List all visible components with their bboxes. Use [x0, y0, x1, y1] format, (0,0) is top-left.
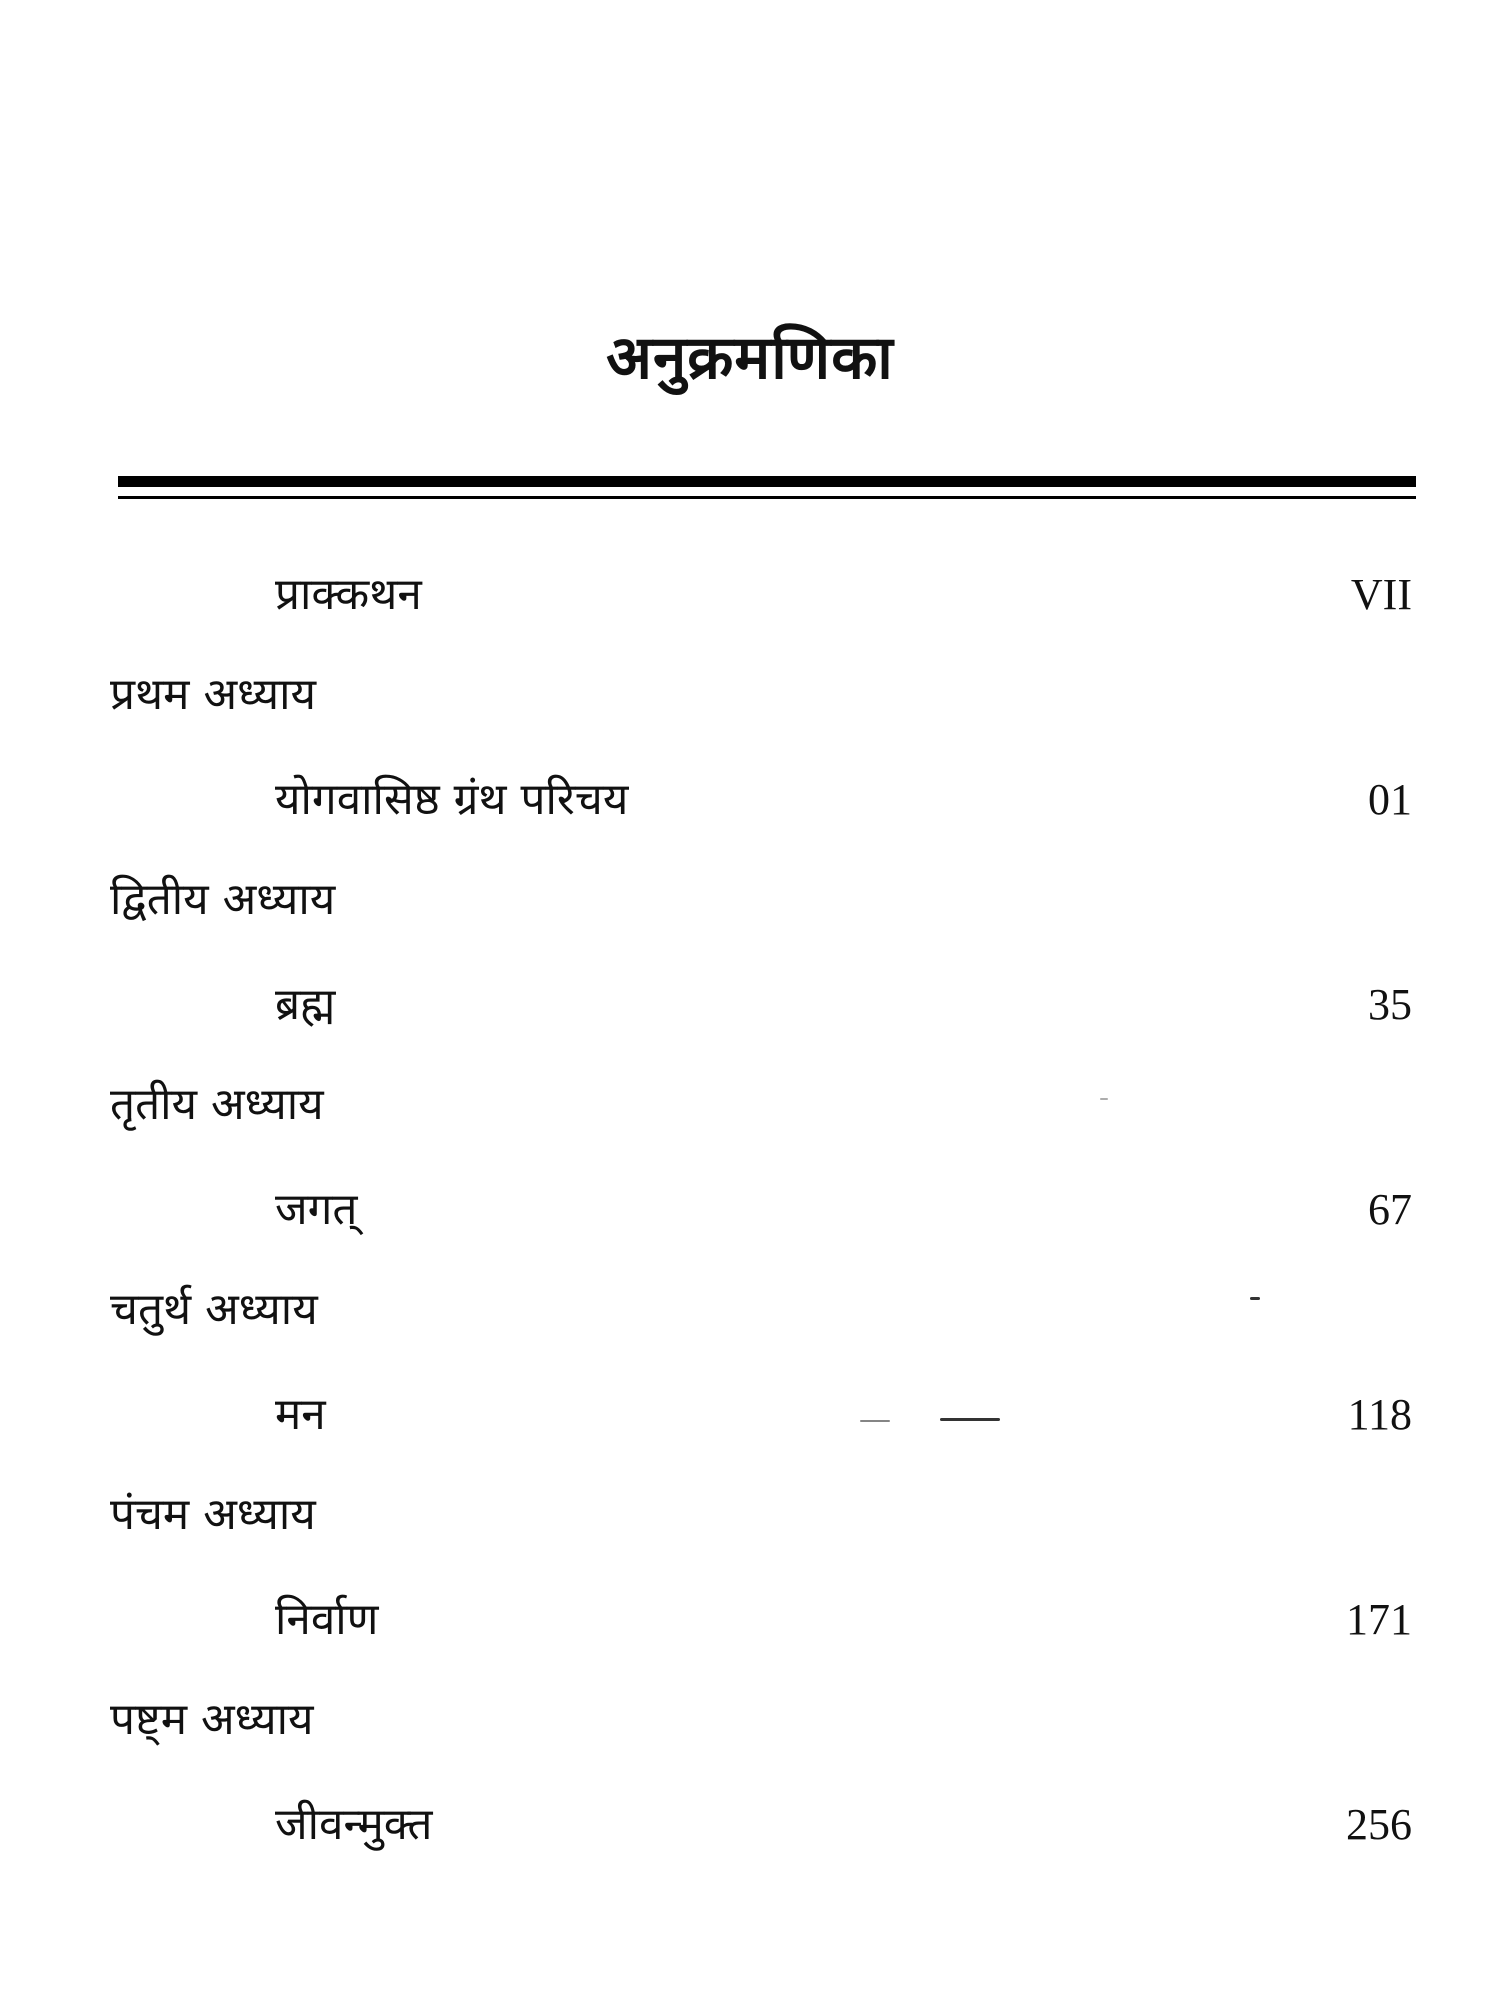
toc-entry-title: जीवन्मुक्त — [275, 1799, 433, 1850]
toc-entry-page: 171 — [1346, 1595, 1412, 1644]
toc-chapter-heading-6: पष्ट्म अध्याय — [110, 1694, 314, 1745]
toc-entry-page: VII — [1350, 570, 1412, 619]
page-title: अनुक्रमणिका — [606, 323, 894, 393]
scan-speck — [1250, 1297, 1260, 1300]
scan-speck — [860, 1420, 890, 1422]
toc-chapter-heading-3: तृतीय अध्याय — [110, 1079, 324, 1130]
toc-entry-jagat[interactable] — [0, 1175, 1500, 1245]
toc-entry-page: 256 — [1346, 1800, 1412, 1849]
toc-entry-title: जगत् — [275, 1184, 358, 1235]
toc-entry-title: योगवासिष्ठ ग्रंथ परिचय — [275, 774, 629, 825]
toc-entry-page: 67 — [1368, 1185, 1412, 1234]
toc-entry-page: 118 — [1347, 1390, 1412, 1439]
title-rule-thin — [118, 496, 1416, 499]
toc-entry-brahma[interactable] — [0, 970, 1500, 1040]
toc-entry-page: 35 — [1368, 980, 1412, 1029]
toc-entry-title: निर्वाण — [275, 1594, 379, 1645]
scan-speck — [940, 1418, 1000, 1421]
toc-entry-title: मन — [275, 1389, 326, 1440]
toc-entry-jivanmukt[interactable] — [0, 1790, 1500, 1860]
toc-chapter-heading-5: पंचम अध्याय — [110, 1489, 316, 1540]
toc-chapter-heading-4: चतुर्थ अध्याय — [110, 1284, 318, 1335]
toc-chapter-heading-1: प्रथम अध्याय — [110, 669, 317, 720]
scan-speck — [1100, 1098, 1108, 1100]
toc-entry-title: प्राक्कथन — [275, 569, 422, 620]
toc-entry-nirvan[interactable] — [0, 1585, 1500, 1655]
toc-entry-prakkathan[interactable] — [0, 560, 1500, 630]
toc-entry-yogavasishtha-parichay[interactable] — [0, 765, 1500, 835]
toc-chapter-heading-2: द्वितीय अध्याय — [110, 874, 336, 925]
toc-entry-title: ब्रह्म — [275, 979, 336, 1030]
toc-entry-page: 01 — [1368, 775, 1412, 824]
toc-entry-man[interactable] — [0, 1380, 1500, 1450]
title-rule-thick — [118, 476, 1416, 487]
